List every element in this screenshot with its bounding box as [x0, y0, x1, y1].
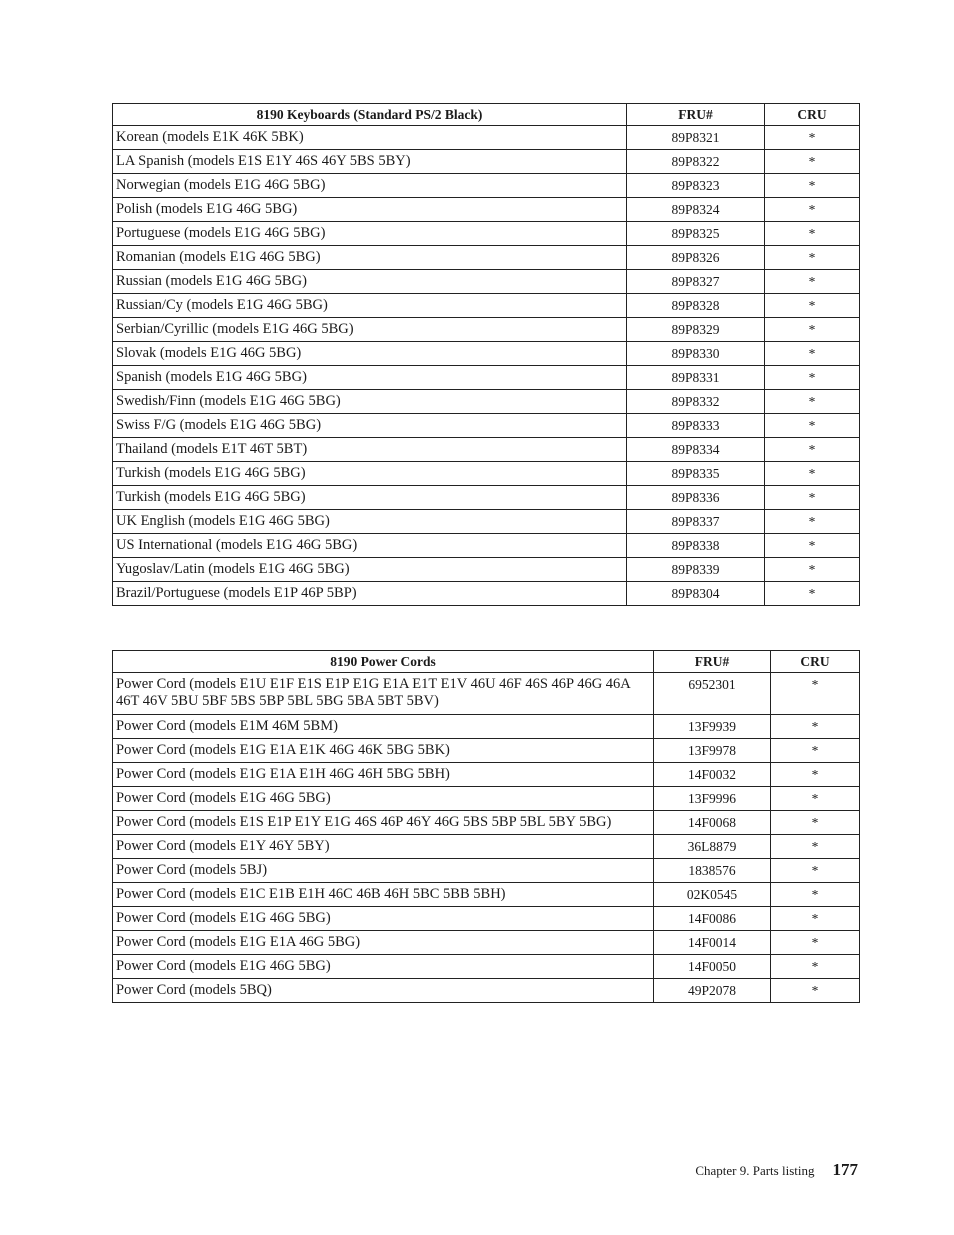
table-row	[113, 510, 860, 534]
keyboards-table-body	[113, 126, 860, 606]
table-row	[113, 931, 860, 955]
fru-number-cell: 89P8304	[627, 582, 765, 606]
fru-number-cell: 89P8321	[627, 126, 765, 150]
part-description-cell: Power Cord (models E1G E1A E1K 46G 46K 5BG 5BK)	[113, 739, 654, 763]
cru-indicator-cell: *	[765, 246, 860, 270]
fru-number-cell: 14F0068	[654, 811, 771, 835]
fru-number-cell: 14F0014	[654, 931, 771, 955]
part-description-cell: Romanian (models E1G 46G 5BG)	[113, 246, 627, 270]
cru-indicator-cell: *	[771, 835, 860, 859]
fru-number-cell: 02K0545	[654, 883, 771, 907]
cru-indicator-cell: *	[765, 222, 860, 246]
cru-indicator-cell: *	[765, 390, 860, 414]
cru-indicator-cell: *	[771, 931, 860, 955]
fru-number-cell: 13F9996	[654, 787, 771, 811]
part-description-cell: Korean (models E1K 46K 5BK)	[113, 126, 627, 150]
table-row	[113, 883, 860, 907]
table-row	[113, 787, 860, 811]
part-description-cell: Power Cord (models E1G 46G 5BG)	[113, 955, 654, 979]
fru-number-cell: 36L8879	[654, 835, 771, 859]
table-row	[113, 955, 860, 979]
cru-indicator-cell: *	[771, 979, 860, 1003]
fru-number-cell: 89P8324	[627, 198, 765, 222]
table-row	[113, 835, 860, 859]
cru-indicator-cell: *	[765, 486, 860, 510]
fru-number-cell: 89P8322	[627, 150, 765, 174]
keyboards-table-header-row	[113, 104, 860, 126]
table-row	[113, 222, 860, 246]
part-description-cell: Power Cord (models E1G 46G 5BG)	[113, 907, 654, 931]
part-description-cell: Power Cord (models E1Y 46Y 5BY)	[113, 835, 654, 859]
cru-indicator-cell: *	[765, 198, 860, 222]
part-description-cell: Yugoslav/Latin (models E1G 46G 5BG)	[113, 558, 627, 582]
part-description-cell: Power Cord (models E1U E1F E1S E1P E1G E1A E1T E1V 46U 46F 46S 46P 46G 46A 46T 46V 5BU 5BF 5BS 5BP 5BL 5BG 5BA 5BT 5BV)	[113, 673, 654, 715]
part-description-cell: Brazil/Portuguese (models E1P 46P 5BP)	[113, 582, 627, 606]
table-row	[113, 126, 860, 150]
cru-indicator-cell: *	[765, 150, 860, 174]
cru-indicator-cell: *	[765, 294, 860, 318]
table-row	[113, 859, 860, 883]
table-row	[113, 318, 860, 342]
part-description-cell: UK English (models E1G 46G 5BG)	[113, 510, 627, 534]
table-row	[113, 907, 860, 931]
table-row	[113, 582, 860, 606]
table-row	[113, 462, 860, 486]
fru-number-cell: 89P8328	[627, 294, 765, 318]
cru-indicator-cell: *	[771, 715, 860, 739]
part-description-cell: Turkish (models E1G 46G 5BG)	[113, 486, 627, 510]
part-description-cell: Thailand (models E1T 46T 5BT)	[113, 438, 627, 462]
fru-number-cell: 89P8327	[627, 270, 765, 294]
table-row	[113, 715, 860, 739]
cru-indicator-cell: *	[765, 270, 860, 294]
part-description-cell: Swiss F/G (models E1G 46G 5BG)	[113, 414, 627, 438]
footer-chapter-title: Chapter 9. Parts listing	[695, 1163, 815, 1178]
table-row	[113, 270, 860, 294]
part-description-cell: Power Cord (models E1C E1B E1H 46C 46B 46H 5BC 5BB 5BH)	[113, 883, 654, 907]
fru-number-cell: 14F0086	[654, 907, 771, 931]
cru-indicator-cell: *	[765, 510, 860, 534]
fru-number-cell: 89P8334	[627, 438, 765, 462]
fru-number-cell: 89P8330	[627, 342, 765, 366]
fru-number-cell: 89P8333	[627, 414, 765, 438]
fru-number-cell: 89P8331	[627, 366, 765, 390]
table-row	[113, 763, 860, 787]
part-description-cell: Power Cord (models E1G E1A E1H 46G 46H 5BG 5BH)	[113, 763, 654, 787]
table-row	[113, 366, 860, 390]
part-description-cell: Russian/Cy (models E1G 46G 5BG)	[113, 294, 627, 318]
part-description-cell: Norwegian (models E1G 46G 5BG)	[113, 174, 627, 198]
keyboards-description-header: 8190 Keyboards (Standard PS/2 Black)	[113, 104, 627, 126]
powercords-cru-header: CRU	[771, 651, 860, 673]
table-row	[113, 438, 860, 462]
fru-number-cell: 13F9939	[654, 715, 771, 739]
fru-number-cell: 89P8335	[627, 462, 765, 486]
table-row	[113, 294, 860, 318]
table-row	[113, 979, 860, 1003]
powercords-fru-header: FRU#	[654, 651, 771, 673]
cru-indicator-cell: *	[771, 787, 860, 811]
part-description-cell: Power Cord (models 5BQ)	[113, 979, 654, 1003]
keyboards-fru-header: FRU#	[627, 104, 765, 126]
fru-number-cell: 89P8332	[627, 390, 765, 414]
cru-indicator-cell: *	[765, 342, 860, 366]
table-row	[113, 174, 860, 198]
fru-number-cell: 14F0050	[654, 955, 771, 979]
cru-indicator-cell: *	[765, 462, 860, 486]
table-row	[113, 414, 860, 438]
part-description-cell: Power Cord (models 5BJ)	[113, 859, 654, 883]
table-row	[113, 246, 860, 270]
fru-number-cell: 1838576	[654, 859, 771, 883]
part-description-cell: Slovak (models E1G 46G 5BG)	[113, 342, 627, 366]
cru-indicator-cell: *	[765, 414, 860, 438]
fru-number-cell: 14F0032	[654, 763, 771, 787]
keyboards-parts-table	[112, 103, 860, 606]
table-row	[113, 342, 860, 366]
table-row	[113, 150, 860, 174]
cru-indicator-cell: *	[771, 883, 860, 907]
powercords-table-body	[113, 673, 860, 1003]
cru-indicator-cell: *	[765, 582, 860, 606]
part-description-cell: Power Cord (models E1G E1A 46G 5BG)	[113, 931, 654, 955]
table-row	[113, 486, 860, 510]
powercords-table-header-row	[113, 651, 860, 673]
fru-number-cell: 89P8329	[627, 318, 765, 342]
table-row	[113, 673, 860, 715]
fru-number-cell: 49P2078	[654, 979, 771, 1003]
fru-number-cell: 89P8337	[627, 510, 765, 534]
part-description-cell: Portuguese (models E1G 46G 5BG)	[113, 222, 627, 246]
part-description-cell: Power Cord (models E1M 46M 5BM)	[113, 715, 654, 739]
table-row	[113, 739, 860, 763]
keyboards-cru-header: CRU	[765, 104, 860, 126]
cru-indicator-cell: *	[765, 318, 860, 342]
cru-indicator-cell: *	[765, 438, 860, 462]
part-description-cell: LA Spanish (models E1S E1Y 46S 46Y 5BS 5BY)	[113, 150, 627, 174]
table-row	[113, 390, 860, 414]
page-number: 177	[832, 1160, 858, 1179]
cru-indicator-cell: *	[765, 366, 860, 390]
table-row	[113, 198, 860, 222]
cru-indicator-cell: *	[765, 126, 860, 150]
cru-indicator-cell: *	[771, 739, 860, 763]
cru-indicator-cell: *	[771, 907, 860, 931]
cru-indicator-cell: *	[765, 174, 860, 198]
cru-indicator-cell: *	[765, 558, 860, 582]
part-description-cell: Serbian/Cyrillic (models E1G 46G 5BG)	[113, 318, 627, 342]
cru-indicator-cell: *	[771, 673, 860, 715]
table-row	[113, 534, 860, 558]
cru-indicator-cell: *	[771, 763, 860, 787]
part-description-cell: Power Cord (models E1G 46G 5BG)	[113, 787, 654, 811]
fru-number-cell: 89P8323	[627, 174, 765, 198]
powercords-description-header: 8190 Power Cords	[113, 651, 654, 673]
part-description-cell: Polish (models E1G 46G 5BG)	[113, 198, 627, 222]
fru-number-cell: 6952301	[654, 673, 771, 715]
table-row	[113, 558, 860, 582]
powercords-parts-table	[112, 650, 860, 1003]
part-description-cell: Turkish (models E1G 46G 5BG)	[113, 462, 627, 486]
page-footer	[695, 1160, 858, 1180]
fru-number-cell: 13F9978	[654, 739, 771, 763]
part-description-cell: Power Cord (models E1S E1P E1Y E1G 46S 46P 46Y 46G 5BS 5BP 5BL 5BY 5BG)	[113, 811, 654, 835]
cru-indicator-cell: *	[771, 859, 860, 883]
cru-indicator-cell: *	[765, 534, 860, 558]
fru-number-cell: 89P8326	[627, 246, 765, 270]
cru-indicator-cell: *	[771, 811, 860, 835]
part-description-cell: Spanish (models E1G 46G 5BG)	[113, 366, 627, 390]
part-description-cell: Russian (models E1G 46G 5BG)	[113, 270, 627, 294]
table-row	[113, 811, 860, 835]
part-description-cell: Swedish/Finn (models E1G 46G 5BG)	[113, 390, 627, 414]
fru-number-cell: 89P8325	[627, 222, 765, 246]
fru-number-cell: 89P8338	[627, 534, 765, 558]
fru-number-cell: 89P8339	[627, 558, 765, 582]
fru-number-cell: 89P8336	[627, 486, 765, 510]
part-description-cell: US International (models E1G 46G 5BG)	[113, 534, 627, 558]
cru-indicator-cell: *	[771, 955, 860, 979]
